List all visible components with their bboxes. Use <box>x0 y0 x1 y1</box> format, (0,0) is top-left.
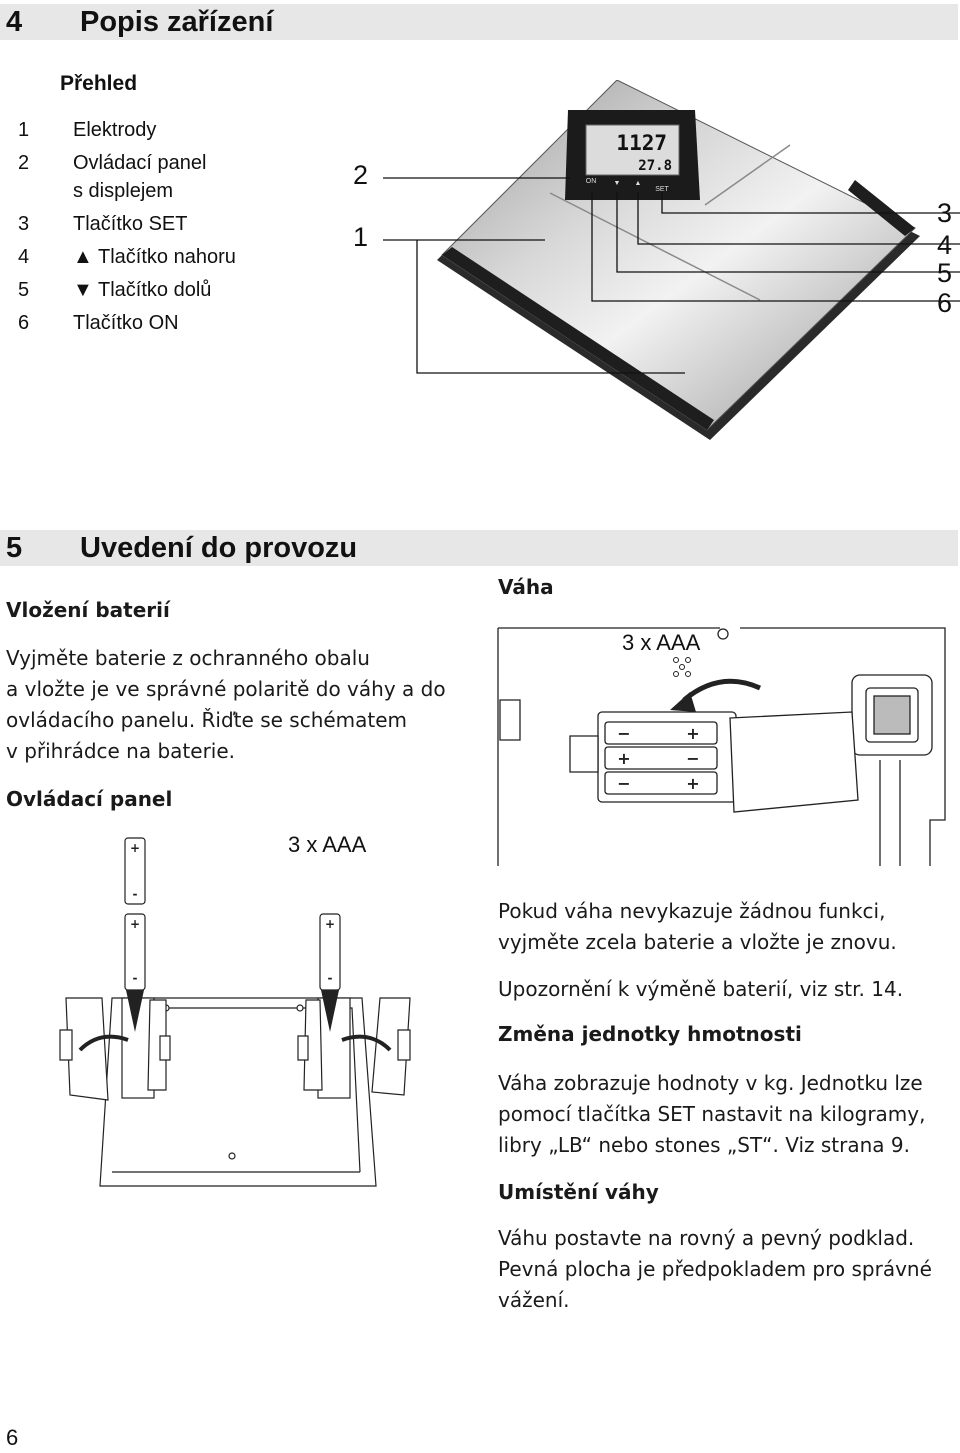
control-panel-heading: Ovládací panel <box>6 787 173 811</box>
callout-6: 6 <box>937 288 953 318</box>
down-triangle-icon: ▼ <box>73 279 93 301</box>
section-number: 5 <box>6 532 23 564</box>
unit-change-paragraph: Váha zobrazuje hodnoty v kg. Jednotku lze pomocí tlačítka SET nastavit na kilogramy, libry „LB“ nebo stones „ST“. Viz strana 9. <box>498 1071 926 1157</box>
page-number: 6 <box>6 1425 19 1450</box>
placement-paragraph: Váhu postavte na rovný a pevný podklad. Pevná plocha je předpokladem pro správné vážení. <box>498 1226 932 1312</box>
set-button: SET <box>655 186 669 193</box>
scale-illustration <box>340 80 960 450</box>
scale-battery-label: 3 x AAA <box>622 630 701 655</box>
svg-text:+: + <box>324 917 336 931</box>
no-function-paragraph: Pokud váha nevykazuje žádnou funkci, vyjměte zcela baterie a vložte je znovu. <box>498 899 897 954</box>
svg-text:-: - <box>132 971 138 985</box>
callout-4: 4 <box>937 230 953 260</box>
section-5-header <box>0 530 958 566</box>
svg-text:-: - <box>132 887 138 901</box>
unit-change-heading: Změna jednotky hmotnosti <box>498 1022 802 1046</box>
scale-battery-diagram <box>488 620 960 870</box>
svg-text:−: − <box>686 749 700 768</box>
display-main: 1127 <box>616 131 667 155</box>
lid-arrow <box>684 681 760 700</box>
batteries-heading: Vložení baterií <box>6 598 170 622</box>
section-number: 4 <box>6 6 23 38</box>
svg-text:-: - <box>327 971 333 985</box>
display-grid <box>874 696 910 734</box>
up-triangle-icon: ▲ <box>73 246 93 268</box>
display-sub: 27.8 <box>638 158 672 174</box>
scale-heading: Váha <box>498 575 554 599</box>
down-button: ▼ <box>613 180 621 187</box>
on-button: ON <box>585 178 597 185</box>
svg-text:+: + <box>129 841 141 855</box>
batteries-paragraph: Vyjměte baterie z ochranného obalu a vložte je ve správné polaritě do váhy a do ovládacího panelu. Řiďte se schématem v přihrádce na baterie. <box>6 646 446 763</box>
svg-text:+: + <box>686 774 700 793</box>
svg-text:−: − <box>617 724 631 743</box>
up-button: ▲ <box>634 180 642 187</box>
compartment-lid <box>730 712 858 812</box>
control-panel-battery-label: 3 x AAA <box>288 832 367 857</box>
placement-heading: Umístění váhy <box>498 1180 659 1204</box>
section-title: Uvedení do provozu <box>80 532 358 564</box>
svg-text:+: + <box>617 749 631 768</box>
svg-text:+: + <box>686 724 700 743</box>
control-panel-battery-diagram <box>55 830 415 1190</box>
section-title: Popis zařízení <box>80 6 274 38</box>
overview-heading: Přehled <box>60 72 138 95</box>
callout-1: 1 <box>353 222 369 252</box>
battery-notice-reference: Upozornění k výměně baterií, viz str. 14. <box>498 977 904 1001</box>
callout-5: 5 <box>937 258 953 288</box>
callout-3: 3 <box>937 198 953 228</box>
section-4-header <box>0 4 958 40</box>
callout-2: 2 <box>353 160 369 190</box>
svg-text:−: − <box>617 774 631 793</box>
svg-text:+: + <box>129 917 141 931</box>
